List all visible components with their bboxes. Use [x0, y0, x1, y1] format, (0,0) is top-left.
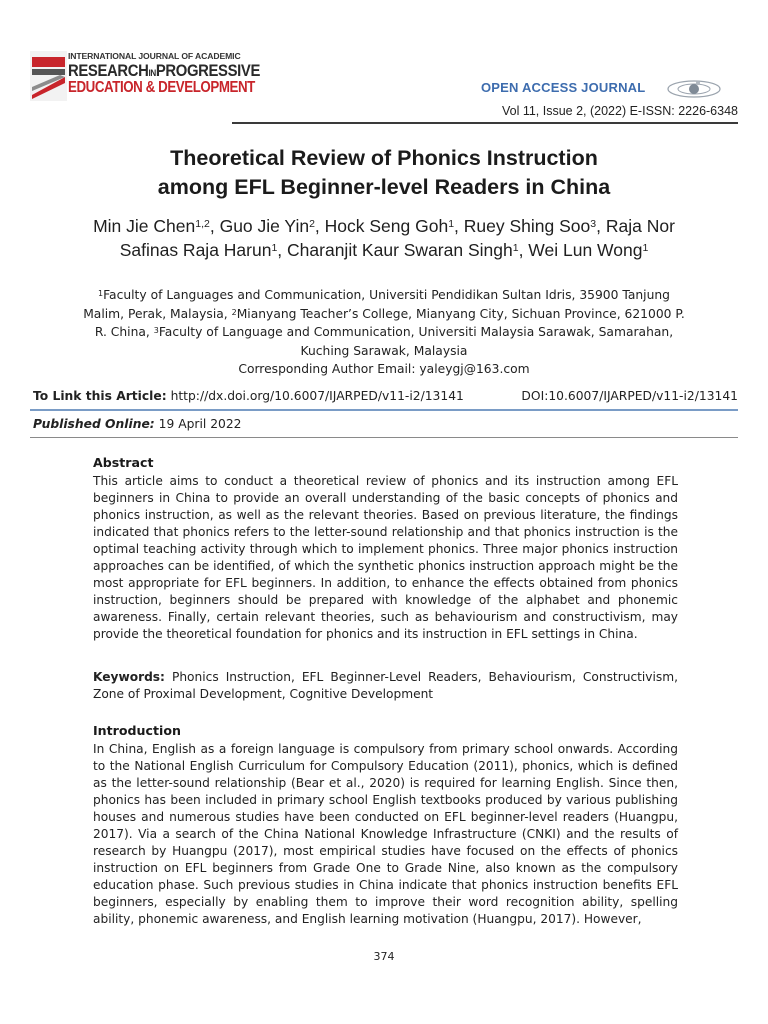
published-label: Published Online: — [33, 417, 155, 431]
author-affiliation-marker: 2 — [309, 218, 315, 230]
author-affiliation-marker: 1 — [448, 218, 455, 230]
author-name: Min Jie Chen — [93, 216, 196, 236]
corresponding-author: Corresponding Author Email: yaleygj@163.com — [238, 362, 530, 376]
affiliations — [80, 286, 688, 379]
article-url-link[interactable]: http://dx.doi.org/10.6007/IJARPED/v11-i2/13141 — [170, 389, 464, 403]
author-affiliation-marker: 1 — [512, 242, 519, 254]
affiliation-text: Faculty of Language and Communication, Universiti Malaysia Sarawak, Samarahan, Kuching Sarawak, Malaysia — [158, 325, 674, 358]
logo-line-1: INTERNATIONAL JOURNAL OF ACADEMIC — [68, 51, 241, 61]
introduction-heading: Introduction — [93, 723, 181, 738]
logo-line-2: RESEARCHINPROGRESSIVE — [68, 61, 260, 80]
page-number: 374 — [373, 950, 395, 963]
keywords — [93, 669, 678, 703]
affiliation-marker: 1 — [98, 289, 104, 298]
affiliation-marker: 2 — [231, 307, 237, 317]
author-name: Wei Lun Wong — [528, 240, 643, 260]
affiliation-text: Faculty of Languages and Communication, Universiti Pendidikan Sultan Idris, 35900 Tanjung Malim, Perak, Malaysia, — [83, 288, 670, 321]
author-name: Ruey Shing Soo — [463, 216, 591, 236]
author-name: Charanjit Kaur Swaran Singh — [287, 240, 513, 260]
link-label: To Link this Article: — [33, 389, 167, 403]
author-name: Guo Jie Yin — [219, 216, 310, 236]
volume-issue-line: Vol 11, Issue 2, (2022) E-ISSN: 2226-6348 — [501, 104, 738, 118]
author-affiliation-marker: 1 — [271, 242, 278, 254]
article-link-row — [33, 389, 738, 403]
introduction-text: In China, English as a foreign language is compulsory from primary school onwards. According to the National English Curriculum for Compulsory Education (2011), phonics, which is defined as the letter-sound relationship (Bear et al., 2020) is required for learning English. Since then, phonics has been included in primary school English textbooks produced by various publishing houses and numerous studies have been conducted on EFL beginner-level readers (Huangpu, 2017). Via a search of the China National Knowledge Infrastructure (CNKI) and the results of research by Huangpu (2017), most empirical studies have focused on the effects of phonics instruction on EFL beginners from Grade One to Grade Nine, also known as the compulsory education phase. Such previous studies in China indicate that phonics instruction benefits EFL beginners, especially by enabling them to improve their word recognition ability, spelling ability, phonemic awareness, and English learning motivation (Huangpu, 2017). However, — [93, 742, 678, 926]
published-online — [33, 417, 242, 431]
doi-link[interactable]: DOI:10.6007/IJARPED/v11-i2/13141 — [521, 389, 738, 403]
open-access-label: OPEN ACCESS JOURNAL — [481, 80, 646, 95]
author-name: Raja Nor Safinas Raja Harun — [119, 216, 675, 260]
open-access-badge — [481, 79, 645, 99]
keywords-text: Phonics Instruction, EFL Beginner-Level Readers, Behaviourism, Constructivism, Zone of Proximal Development, Cognitive Development — [93, 670, 679, 701]
author-affiliation-marker: 3 — [590, 218, 597, 230]
published-date: 19 April 2022 — [158, 417, 242, 431]
author-affiliation-marker: 1,2 — [195, 218, 210, 230]
affiliation-text: Mianyang Teacher’s College, Mianyang City, Sichuan Province, 621000 P. R. China, — [94, 306, 685, 339]
journal-emblem-icon — [30, 51, 67, 101]
keywords-label: Keywords: — [93, 670, 165, 684]
journal-logo — [30, 51, 260, 101]
author-list: Min Jie Chen$^{1,2}$, Guo Jie Yin$^2$, Hock Seng Goh$^1$, Ruey Shing Soo$^3$, Raja Nor Safinas Raja Harun$^1$, Charanjit Kaur Swaran Singh$^1$, Wei Lun Wong$^1$ — [93, 216, 675, 260]
logo-line-3: EDUCATION & DEVELOPMENT — [68, 79, 255, 97]
author-name: Hock Seng Goh — [324, 216, 449, 236]
abstract-heading: Abstract — [93, 455, 154, 470]
abstract-text: This article aims to conduct a theoretical review of phonics and its instruction among EFL beginners in China to provide an overall understanding of the basic concepts of phonics and phonics instruction, as well as the relevant theories. Based on previous literature, the findings indicated that phonics refers to the letter-sound relationship and that phonics instruction is the optimal teaching activity through which to implement phonics. Three major phonics instruction approaches can be identified, of which the synthetic phonics instruction approach might be the most appropriate for EFL beginners. In addition, to enhance the effects obtained from phonics instruction, beginners should be prepared with knowledge of the alphabet and phonemic awareness. Finally, certain relevant theories, such as behaviourism and constructivism, may provide the theoretical foundation for phonics and its instruction in EFL settings in China. — [93, 474, 678, 641]
author-affiliation-marker: 1 — [642, 242, 649, 254]
affiliation-marker: 3 — [153, 326, 159, 335]
link-rule — [30, 409, 738, 411]
article-title: Theoretical Review of Phonics Instruction among EFL Beginner-level Readers in China — [157, 146, 611, 199]
open-access-globe-icon — [664, 77, 724, 99]
header-rule — [232, 122, 738, 124]
published-rule — [30, 437, 738, 438]
